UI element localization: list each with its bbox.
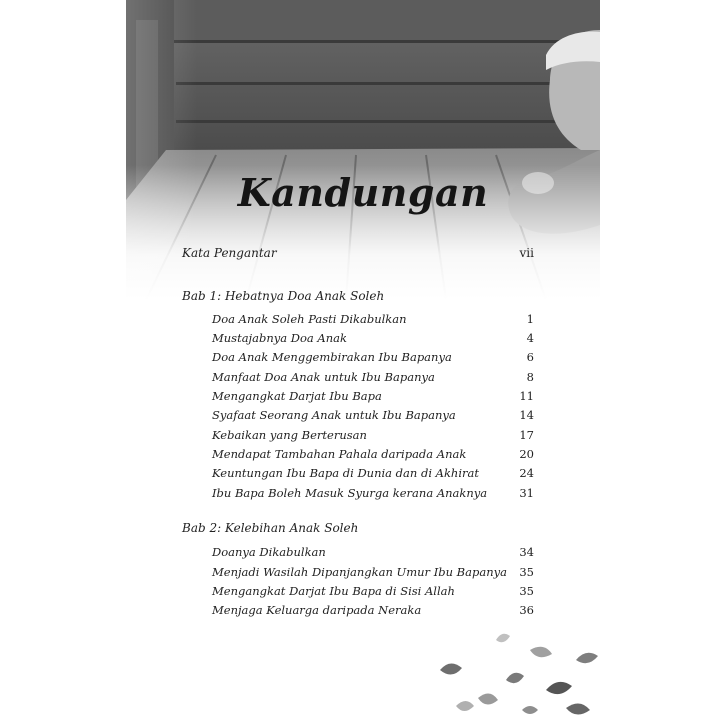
toc-entry (212, 331, 534, 345)
toc-entry (212, 545, 534, 559)
toc-entry (212, 312, 534, 326)
entry-page: 36 (519, 603, 534, 617)
toc-entry (212, 565, 534, 579)
entry-label: Doanya Dikabulkan (212, 545, 326, 559)
entry-page: 24 (519, 466, 534, 480)
entry-label: Keuntungan Ibu Bapa di Dunia dan di Akhirat (212, 466, 479, 480)
preface-label: Kata Pengantar (182, 246, 277, 260)
entry-page: 35 (519, 565, 534, 579)
chapter-heading-1: Bab 1: Hebatnya Doa Anak Soleh (182, 289, 385, 303)
chapter-heading-2: Bab 2: Kelebihan Anak Soleh (182, 521, 359, 535)
entry-label: Syafaat Seorang Anak untuk Ibu Bapanya (212, 408, 456, 422)
preface-page: vii (519, 246, 534, 260)
entry-page: 31 (519, 486, 534, 500)
entry-label: Doa Anak Soleh Pasti Dikabulkan (212, 312, 407, 326)
entry-page: 1 (526, 312, 534, 326)
entry-label: Manfaat Doa Anak untuk Ibu Bapanya (212, 370, 435, 384)
toc-preface (182, 246, 534, 260)
toc-entry (212, 584, 534, 598)
entry-page: 11 (519, 389, 534, 403)
entry-page: 8 (526, 370, 534, 384)
toc-entry (212, 428, 534, 442)
toc-entry (212, 350, 534, 364)
toc-entry (212, 447, 534, 461)
entry-label: Doa Anak Menggembirakan Ibu Bapanya (212, 350, 452, 364)
entry-label: Mustajabnya Doa Anak (212, 331, 347, 345)
entry-label: Menjaga Keluarga daripada Neraka (212, 603, 422, 617)
entry-page: 35 (519, 584, 534, 598)
entry-page: 4 (526, 331, 534, 345)
entry-page: 14 (519, 408, 534, 422)
entry-page: 17 (519, 428, 534, 442)
toc-entry (212, 486, 534, 500)
toc-entry (212, 370, 534, 384)
entry-label: Mengangkat Darjat Ibu Bapa (212, 389, 382, 403)
entry-label: Ibu Bapa Boleh Masuk Syurga kerana Anaknya (212, 486, 488, 500)
entry-label: Mengangkat Darjat Ibu Bapa di Sisi Allah (212, 584, 455, 598)
toc-entry (212, 389, 534, 403)
entry-page: 34 (519, 545, 534, 559)
toc-entry (212, 466, 534, 480)
decorative-leaves (426, 610, 600, 718)
toc-entry (212, 408, 534, 422)
entry-page: 6 (526, 350, 534, 364)
entry-label: Kebaikan yang Berterusan (212, 428, 367, 442)
entry-label: Menjadi Wasilah Dipanjangkan Umur Ibu Bapanya (212, 565, 507, 579)
entry-label: Mendapat Tambahan Pahala daripada Anak (212, 447, 467, 461)
book-page (126, 0, 600, 718)
entry-page: 20 (519, 447, 534, 461)
page-title: Kandungan (237, 170, 489, 215)
